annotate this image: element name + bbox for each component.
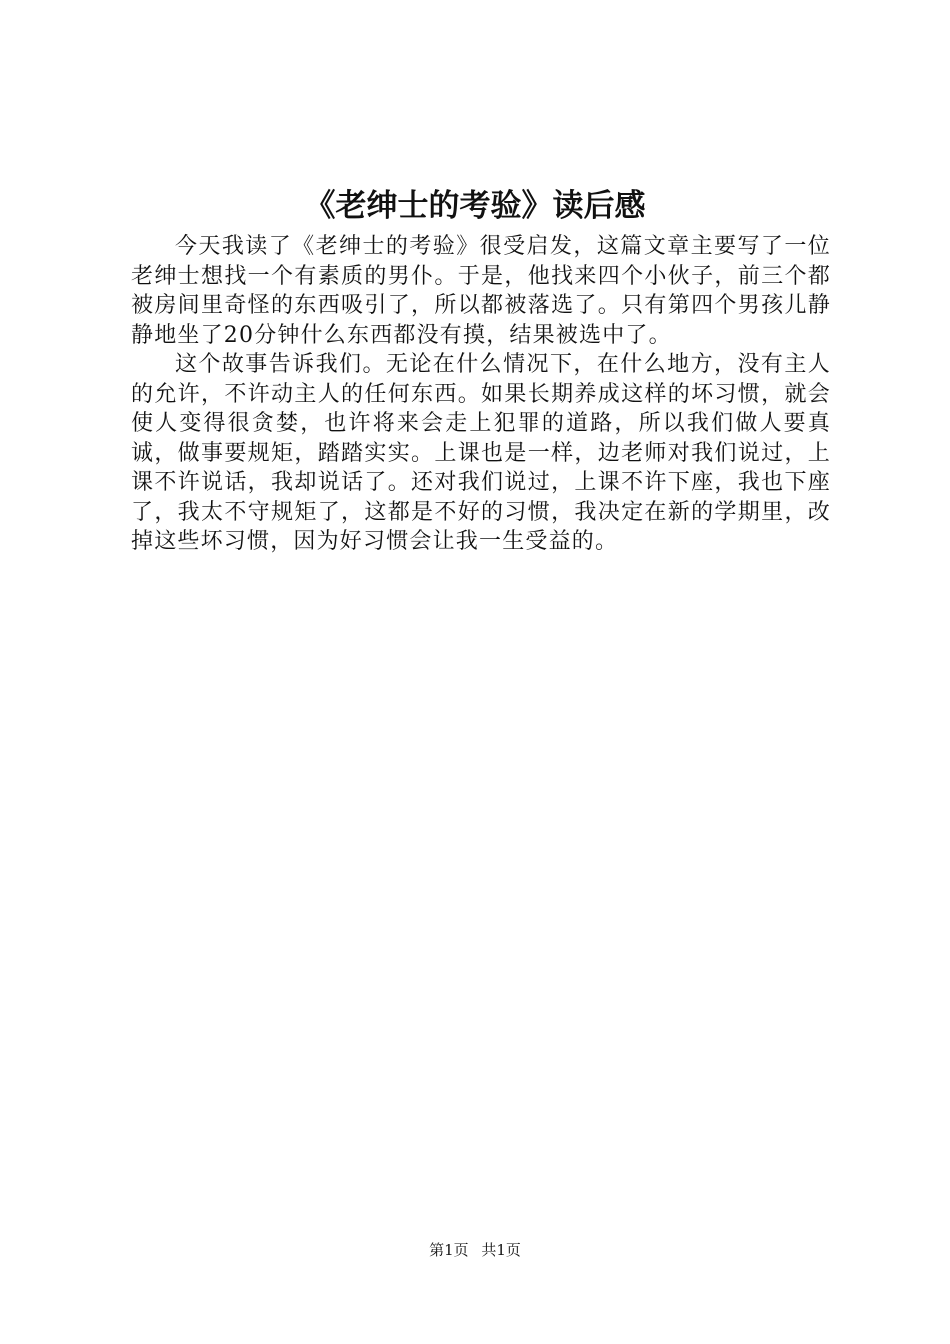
page-total: 共1页 xyxy=(481,1241,521,1259)
document-title: 《老绅士的考验》读后感 xyxy=(304,188,646,224)
paragraph-1: 今天我读了《老绅士的考验》很受启发，这篇文章主要写了一位老绅士想找一个有素质的男仆。于是，他找来四个小伙子，前三个都被房间里奇怪的东西吸引了，所以都被落选了。只有第四个男孩儿静静地坐了20分钟什么东西都没有摸，结果被选中了。 xyxy=(131,234,831,348)
paragraph-2: 这个故事告诉我们。无论在什么情况下，在什么地方，没有主人的允许，不许动主人的任何东西。如果长期养成这样的坏习惯，就会使人变得很贪婪，也许将来会走上犯罪的道路，所以我们做人要真诚，做事要规矩，踏踏实实。上课也是一样，边老师对我们说过，上课不许说话，我却说话了。还对我们说过，上课不许下座，我也下座了，我太不守规矩了，这都是不好的习惯，我决定在新的学期里，改掉这些坏习惯，因为好习惯会让我一生受益的。 xyxy=(131,352,831,554)
page-number: 第1页 xyxy=(429,1241,469,1259)
page-footer xyxy=(0,1240,950,1260)
document-body xyxy=(131,232,831,557)
